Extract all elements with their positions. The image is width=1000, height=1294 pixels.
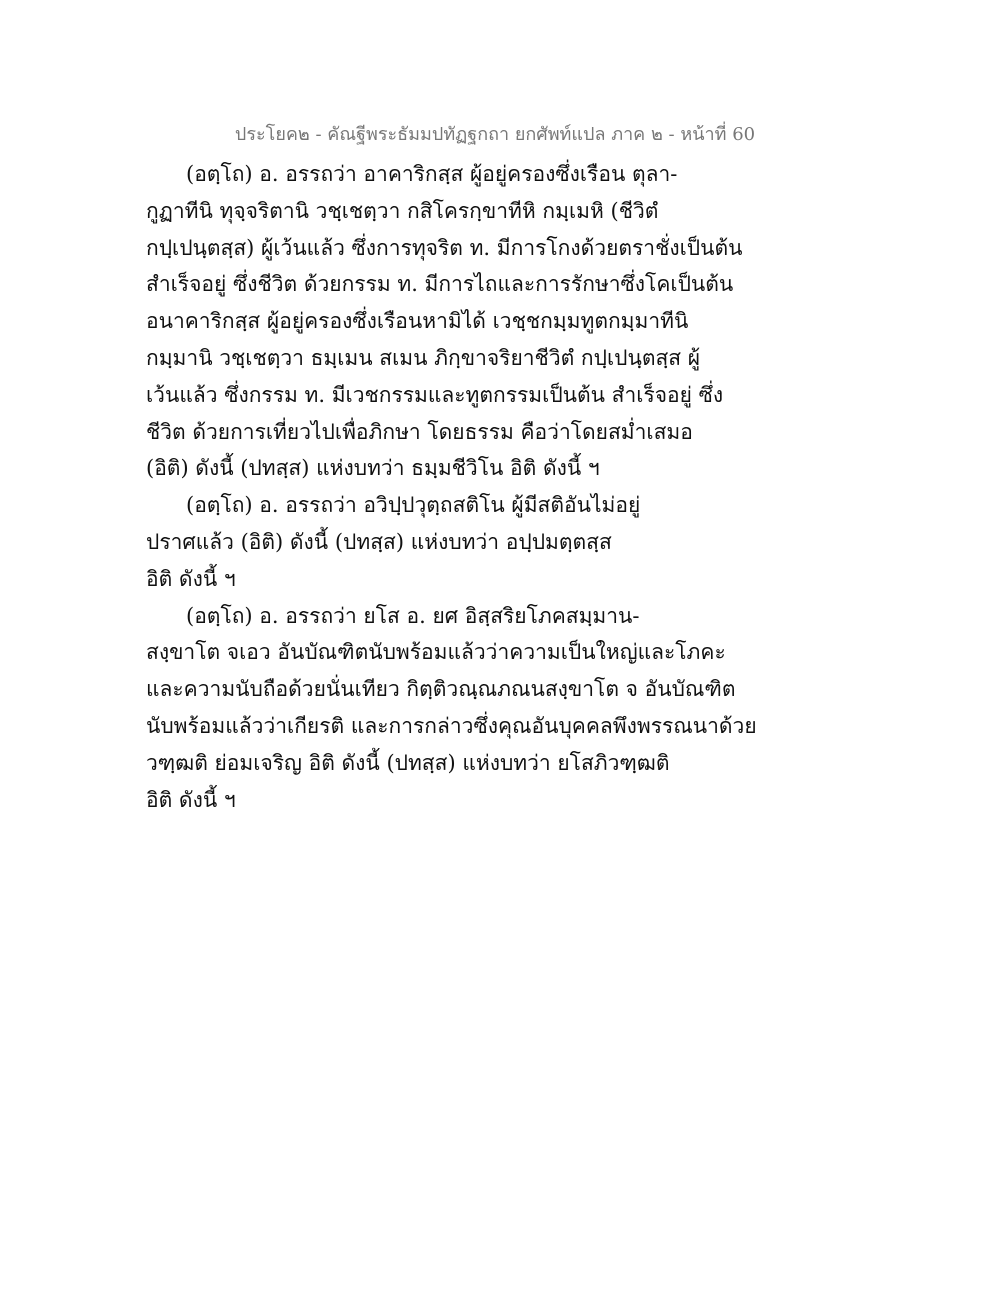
text-line: กูฏาทีนิ ทุจฺจริตานิ วชฺเชตฺวา กสิโครกฺขาทีหิ กมฺเมหิ (ชีวิตํ (146, 198, 659, 223)
text-line: (อตฺโถ) อ. อรรถว่า ยโส อ. ยศ อิสฺสริยโภคสมฺมาน- (186, 603, 640, 628)
text-line: (อิติ) ดังนี้ (ปทสฺส) แห่งบทว่า ธมฺมชีวิโน อิติ ดังนี้ ฯ (146, 456, 600, 481)
text-line: และความนับถือด้วยนั่นเทียว กิตฺติวณฺณภณนสงฺขาโต จ อันบัณฑิต (146, 677, 736, 702)
paragraph-1 (146, 156, 743, 487)
text-line: (อตฺโถ) อ. อรรถว่า อาคาริกสฺส ผู้อยู่ครองซึ่งเรือน ตุลา- (186, 162, 678, 186)
text-line: กมฺมานิ วชฺเชตฺวา ธมฺเมน สเมน ภิกฺขาจริยาชีวิตํ กปฺเปนฺตสฺส ผู้ (146, 345, 701, 370)
paragraph-2 (146, 487, 726, 597)
text-line: (อตฺโถ) อ. อรรถว่า อวิปฺปวุตฺถสติโน ผู้มีสติอันไม่อยู่ (186, 493, 641, 518)
text-line: วฑฺฒติ ย่อมเจริญ อิติ ดังนี้ (ปทสฺส) แห่งบทว่า ยโสภิวฑฺฒติ (146, 750, 670, 775)
text-line: เว้นแล้ว ซึ่งกรรม ท. มีเวชกรรมและทูตกรรมเป็นต้น สำเร็จอยู่ ซึ่ง (146, 382, 724, 407)
text-line: อนาคาริกสฺส ผู้อยู่ครองซึ่งเรือนหามิได้ เวชฺชกมฺมทูตกมฺมาทีนิ (146, 309, 689, 334)
text-line: สำเร็จอยู่ ซึ่งชีวิต ด้วยกรรม ท. มีการไถและการรักษาซึ่งโคเป็นต้น (146, 272, 734, 297)
paragraph-3 (146, 598, 757, 819)
running-header: ประโยค๒ - คัณฐีพระธัมมปทัฏฐกถา ยกศัพท์แปล ภาค ๒ - หน้าที่ 60 (234, 124, 756, 145)
text-line: สงฺขาโต จเอว อันบัณฑิตนับพร้อมแล้วว่าความเป็นใหญ่และโภคะ (146, 640, 726, 665)
text-line: ปราศแล้ว (อิติ) ดังนี้ (ปทสฺส) แห่งบทว่า อปฺปมตฺตสฺส (146, 529, 612, 554)
text-line: นับพร้อมแล้วว่าเกียรติ และการกล่าวซึ่งคุณอันบุคคลพึงพรรณนาด้วย (146, 713, 757, 738)
text-line: ชีวิต ด้วยการเที่ยวไปเพื่อภิกษา โดยธรรม คือว่าโดยสม่ำเสมอ (146, 419, 693, 444)
text-line: กปฺเปนฺตสฺส) ผู้เว้นแล้ว ซึ่งการทุจริต ท. มีการโกงด้วยตราชั่งเป็นต้น (146, 235, 743, 260)
text-line: อิติ ดังนี้ ฯ (146, 566, 236, 591)
text-line: อิติ ดังนี้ ฯ (146, 787, 236, 812)
body-text (146, 156, 757, 818)
